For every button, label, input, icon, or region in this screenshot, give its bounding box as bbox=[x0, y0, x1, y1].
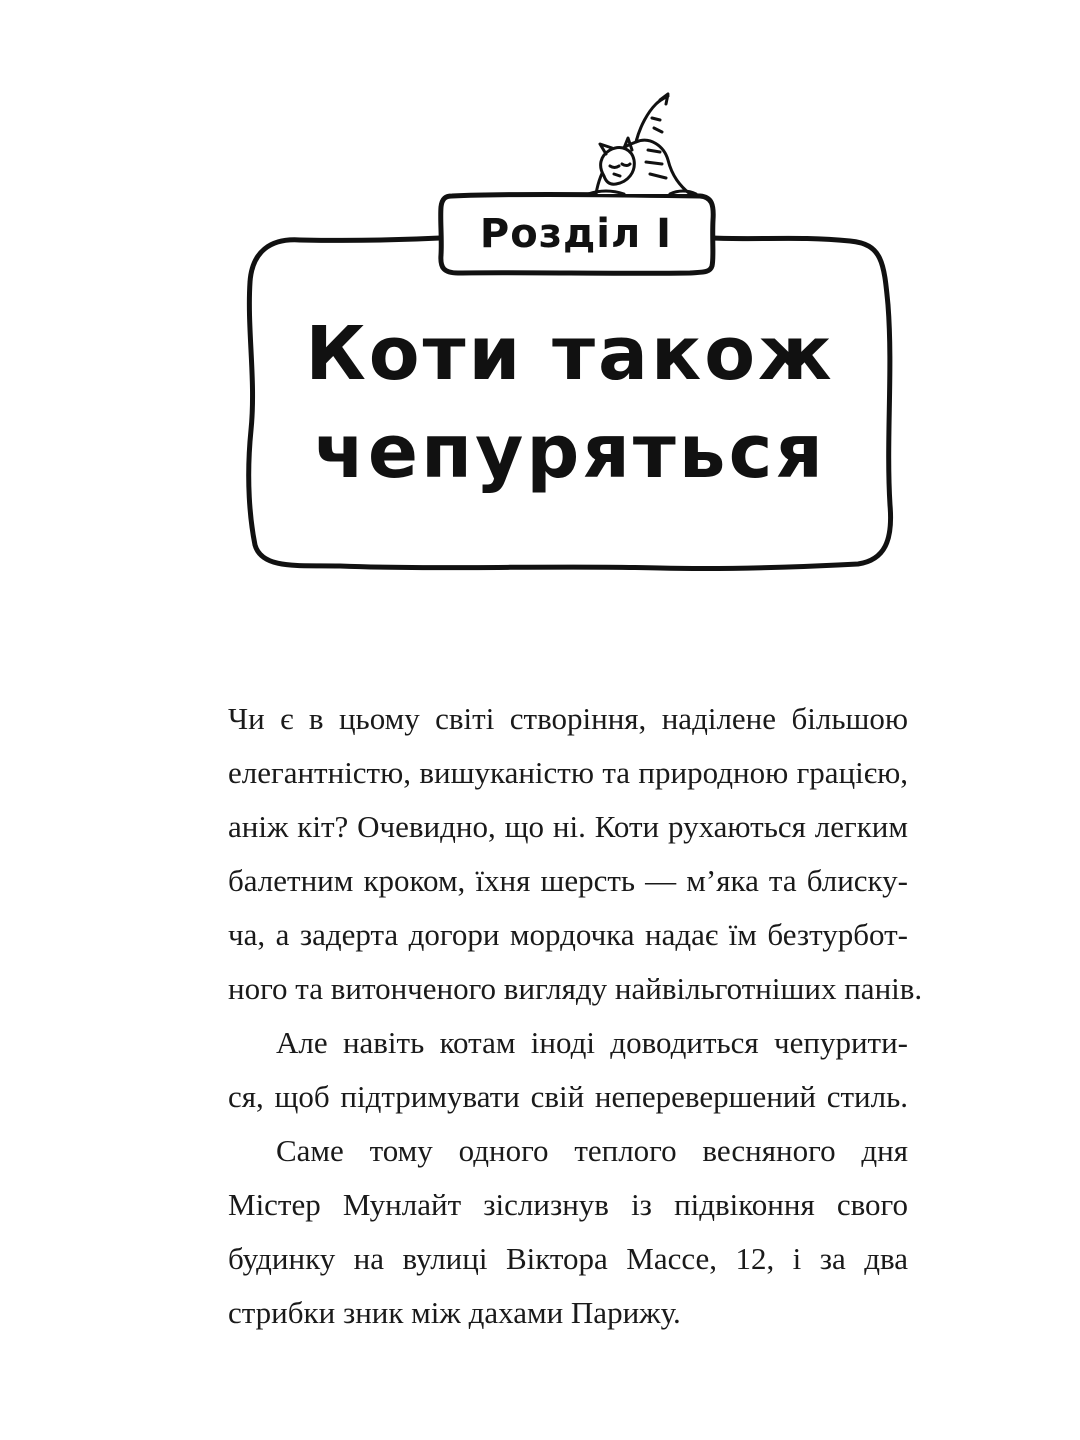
text-line: будинку на вулиці Віктора Массе, 12, і за два bbox=[228, 1241, 908, 1276]
sleeping-cat-icon bbox=[588, 94, 696, 194]
chapter-frame-illustration bbox=[0, 0, 1080, 600]
text-line: стрибки зник між дахами Парижу. bbox=[228, 1295, 681, 1330]
text-line: ного та витонченого вигляду найвільготніших панів. bbox=[228, 971, 923, 1006]
paragraph-3 bbox=[228, 1124, 908, 1340]
text-line: балетним кроком, їхня шерсть — м’яка та блиску- bbox=[228, 863, 908, 898]
text-line: Містер Мунлайт зіслизнув із підвіконня свого bbox=[228, 1187, 908, 1222]
text-line: Чи є в цьому світі створіння, наділене більшою bbox=[228, 701, 908, 736]
paragraph-1 bbox=[228, 692, 923, 1016]
chapter-title-line-2: чепуряться bbox=[314, 409, 826, 495]
text-line: Саме тому одного теплого весняного дня bbox=[276, 1133, 908, 1168]
chapter-title-line-1: Коти також bbox=[305, 311, 835, 397]
text-line: аніж кіт? Очевидно, що ні. Коти рухаються легким bbox=[228, 809, 908, 844]
text-line: елегантністю, вишуканістю та природною грацією, bbox=[228, 755, 908, 790]
text-line: Але навіть котам іноді доводиться чепурити- bbox=[276, 1025, 908, 1060]
chapter-title bbox=[250, 305, 890, 501]
body-text bbox=[228, 692, 923, 1340]
chapter-label: Розділ I bbox=[479, 211, 673, 257]
paragraph-2 bbox=[228, 1016, 908, 1124]
text-line: ся, щоб підтримувати свій неперевершений стиль. bbox=[228, 1079, 908, 1114]
text-line: ча, а задерта догори мордочка надає їм безтурбот- bbox=[228, 917, 908, 952]
